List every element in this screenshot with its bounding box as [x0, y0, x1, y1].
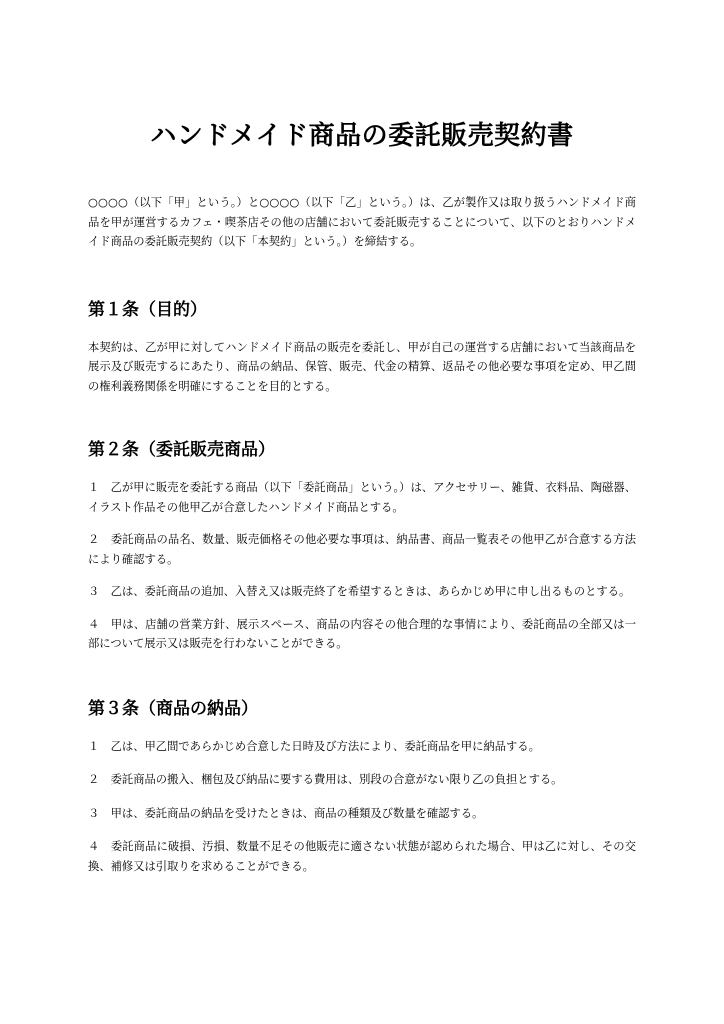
article-1-body: 本契約は、乙が甲に対してハンドメイド商品の販売を委託し、甲が自己の運営する店舗において当該商品を展示及び販売するにあたり、商品の納品、保管、販売、代金の精算、返品その他必要な事項を定め、甲乙間の権利義務関係を明確にすることを目的とする。 [88, 340, 636, 393]
article-3-paragraph-4: ４ 委託商品に破損、汚損、数量不足その他販売に適さない状態が認められた場合、甲は乙に対し、その交換、補修又は引取りを求めることができる。 [88, 840, 636, 873]
article-2-heading: 第２条（委託販売商品） [88, 440, 275, 460]
document-title: ハンドメイド商品の委託販売契約書 [150, 121, 574, 151]
article-2-paragraph-4: ４ 甲は、店舗の営業方針、展示スペース、商品の内容その他合理的な事情により、委託商品の全部又は一部について展示又は販売を行わないことができる。 [88, 617, 636, 650]
article-2-paragraph-1: １ 乙が甲に販売を委託する商品（以下「委託商品」という。）は、アクセサリー、雑貨、衣料品、陶磁器、イラスト作品その他甲乙が合意したハンドメイド商品とする。 [88, 481, 636, 514]
article-3-paragraph-2: ２ 委託商品の搬入、梱包及び納品に要する費用は、別段の合意がない限り乙の負担とする。 [88, 773, 563, 786]
article-2-paragraph-2: ２ 委託商品の品名、数量、販売価格その他必要な事項は、納品書、商品一覧表その他甲乙が合意する方法により確認する。 [88, 533, 636, 566]
article-3-paragraph-3: ３ 甲は、委託商品の納品を受けたときは、商品の種類及び数量を確認する。 [88, 806, 484, 820]
article-1-heading: 第１条（目的） [88, 299, 207, 320]
article-3 [88, 696, 636, 877]
article-3-paragraph-1: １ 乙は、甲乙間であらかじめ合意した日時及び方法により、委託商品を甲に納品する。 [88, 739, 540, 753]
article-3-heading: 第３条（商品の納品） [88, 698, 258, 719]
article-2-paragraphs [88, 478, 636, 654]
article-2-paragraph-3: ３ 乙は、委託商品の追加、入替え又は販売終了を希望するときは、あらかじめ甲に申し出るものとする。 [88, 585, 631, 598]
article-1 [88, 297, 636, 397]
article-2 [88, 437, 636, 654]
article-3-paragraphs [88, 737, 636, 877]
intro-paragraph: ○○○○（以下「甲」という。）と○○○○（以下「乙」という。）は、乙が製作又は取り扱うハンドメイド商品を甲が運営するカフェ・喫茶店その他の店舗において委託販売することについて、以下のとおりハンドメイド商品の委託販売契約（以下「本契約」という。）を締結する。 [88, 196, 636, 248]
